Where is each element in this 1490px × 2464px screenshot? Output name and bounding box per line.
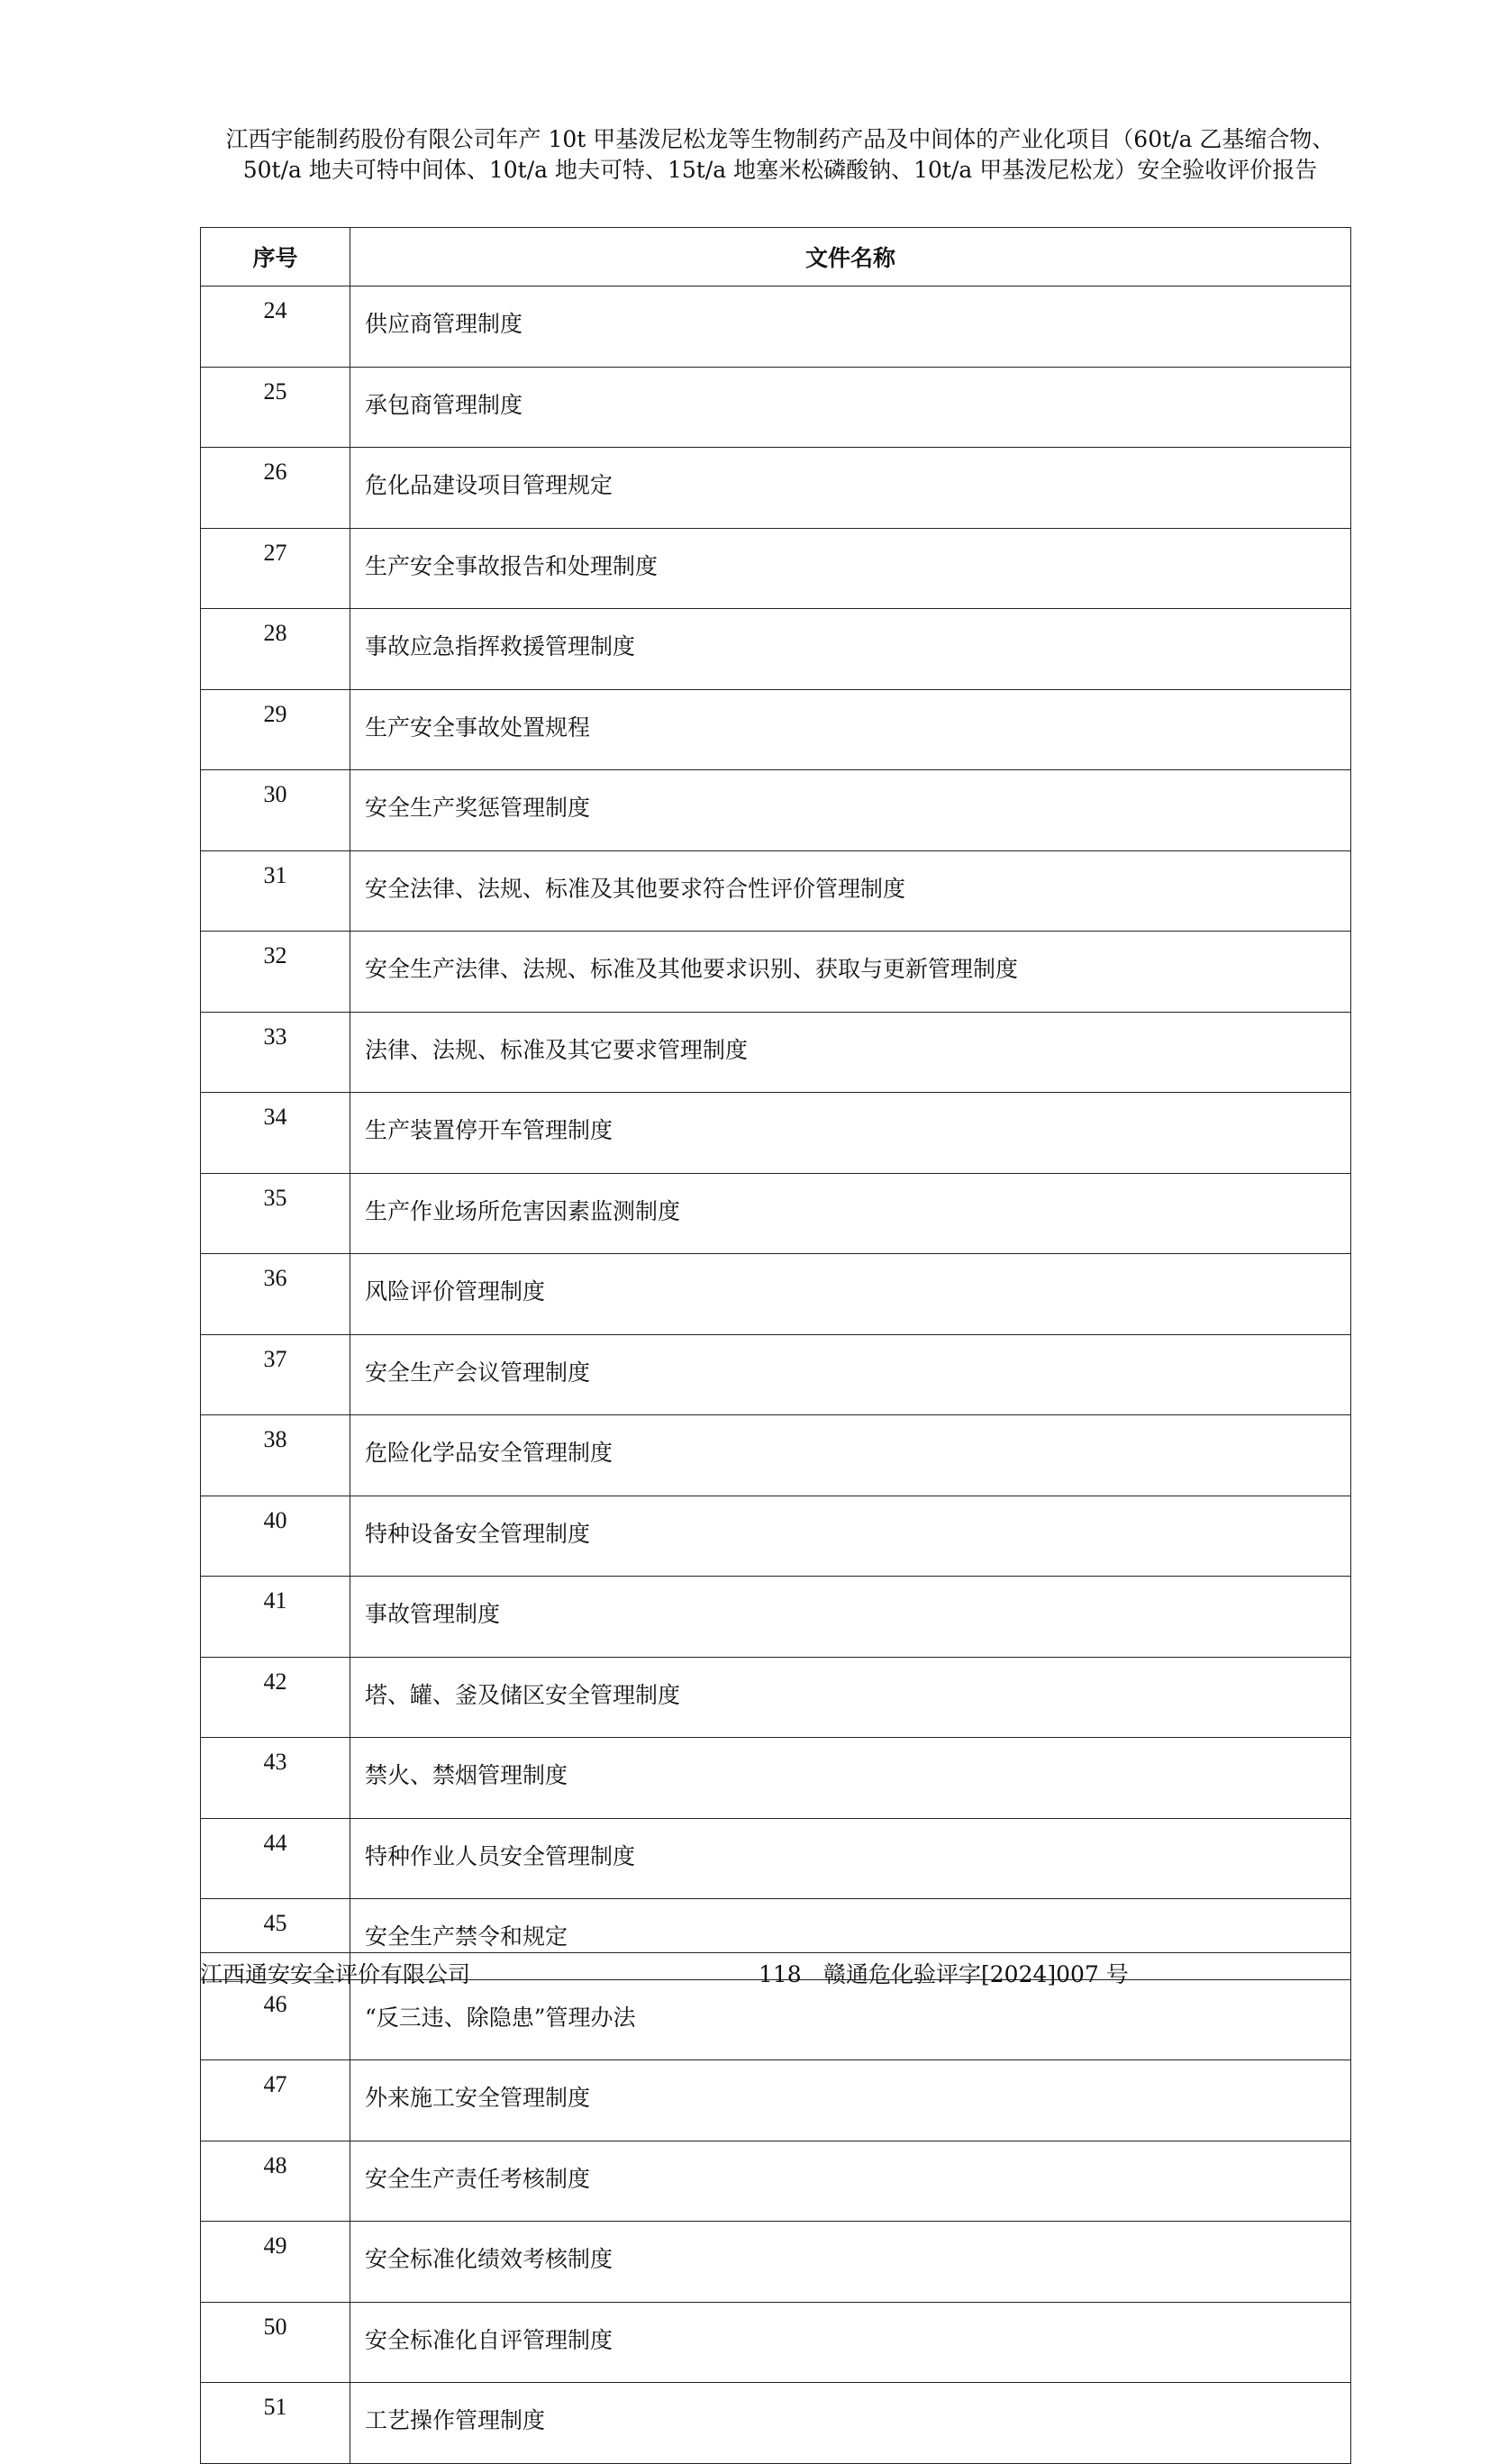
table-row — [201, 1334, 1351, 1415]
table-row — [201, 609, 1351, 690]
report-header — [200, 124, 1360, 186]
table-row — [201, 528, 1351, 609]
report-title: 江西宇能制药股份有限公司年产 10t 甲基泼尼松龙等生物制药产品及中间体的产业化项目（60t/a 乙基缩合物、50t/a 地夫可特中间体、10t/a 地夫可特、15t/a 地塞米松磷酸钠、10t/a 甲基泼尼松龙）安全验收评价报告 — [225, 126, 1335, 183]
document-list-table — [200, 227, 1351, 2464]
file-name: 危化品建设项目管理规定 — [350, 448, 1351, 529]
table-row — [201, 850, 1351, 932]
row-number: 42 — [201, 1657, 350, 1738]
file-name: 事故应急指挥救援管理制度 — [350, 609, 1351, 690]
table-row — [201, 1093, 1351, 1174]
row-number: 37 — [201, 1334, 350, 1415]
table-row — [201, 1012, 1351, 1093]
file-name: 特种设备安全管理制度 — [350, 1496, 1351, 1577]
file-name: 安全标准化绩效考核制度 — [350, 2222, 1351, 2303]
column-header-number: 序号 — [201, 228, 350, 286]
row-number: 43 — [201, 1738, 350, 1819]
row-number: 36 — [201, 1254, 350, 1335]
row-number: 38 — [201, 1415, 350, 1496]
table-row — [201, 932, 1351, 1013]
row-number: 45 — [201, 1899, 350, 1980]
document-number: 赣通危化验评字[2024]007 号 — [823, 1961, 1129, 1987]
column-header-filename: 文件名称 — [350, 228, 1351, 286]
file-name: 禁火、禁烟管理制度 — [350, 1738, 1351, 1819]
file-name: 生产安全事故处置规程 — [350, 689, 1351, 770]
file-name: 供应商管理制度 — [350, 286, 1351, 368]
file-name: “反三违、除隐患”管理办法 — [350, 1979, 1351, 2060]
row-number: 26 — [201, 448, 350, 529]
file-name: 风险评价管理制度 — [350, 1254, 1351, 1335]
table-row — [201, 2222, 1351, 2303]
table-row — [201, 1818, 1351, 1899]
file-name: 工艺操作管理制度 — [350, 2383, 1351, 2464]
table-body — [201, 286, 1351, 2464]
row-number: 51 — [201, 2383, 350, 2464]
page-footer — [200, 1959, 1351, 1992]
file-name: 特种作业人员安全管理制度 — [350, 1818, 1351, 1899]
table-row — [201, 1254, 1351, 1335]
row-number: 32 — [201, 932, 350, 1013]
table-row — [201, 689, 1351, 770]
file-name: 生产安全事故报告和处理制度 — [350, 528, 1351, 609]
table-row — [201, 286, 1351, 368]
table-row — [201, 1577, 1351, 1658]
row-number: 47 — [201, 2060, 350, 2141]
row-number: 31 — [201, 850, 350, 932]
row-number: 46 — [201, 1979, 350, 2060]
file-name: 安全生产会议管理制度 — [350, 1334, 1351, 1415]
table-row — [201, 367, 1351, 448]
table-row — [201, 448, 1351, 529]
footer-divider — [200, 1952, 1351, 1953]
table-row — [201, 770, 1351, 851]
row-number: 27 — [201, 528, 350, 609]
file-name: 安全生产法律、法规、标准及其他要求识别、获取与更新管理制度 — [350, 932, 1351, 1013]
table-row — [201, 2141, 1351, 2222]
footer-company: 江西通安安全评价有限公司 — [200, 1961, 471, 1987]
table-row — [201, 1173, 1351, 1254]
table-header-row — [201, 228, 1351, 286]
table-row — [201, 1496, 1351, 1577]
row-number: 44 — [201, 1818, 350, 1899]
table-row — [201, 1657, 1351, 1738]
table-row — [201, 2060, 1351, 2141]
table-row — [201, 2383, 1351, 2464]
row-number: 49 — [201, 2222, 350, 2303]
row-number: 41 — [201, 1577, 350, 1658]
file-name: 安全标准化自评管理制度 — [350, 2302, 1351, 2383]
file-name: 危险化学品安全管理制度 — [350, 1415, 1351, 1496]
row-number: 33 — [201, 1012, 350, 1093]
file-name: 事故管理制度 — [350, 1577, 1351, 1658]
row-number: 24 — [201, 286, 350, 368]
row-number: 34 — [201, 1093, 350, 1174]
row-number: 29 — [201, 689, 350, 770]
row-number: 50 — [201, 2302, 350, 2383]
file-name: 安全生产责任考核制度 — [350, 2141, 1351, 2222]
file-name: 安全生产禁令和规定 — [350, 1899, 1351, 1980]
row-number: 40 — [201, 1496, 350, 1577]
file-name: 安全生产奖惩管理制度 — [350, 770, 1351, 851]
file-name: 外来施工安全管理制度 — [350, 2060, 1351, 2141]
page-number: 118 — [759, 1961, 802, 1987]
row-number: 48 — [201, 2141, 350, 2222]
file-name: 安全法律、法规、标准及其他要求符合性评价管理制度 — [350, 850, 1351, 932]
table-row — [201, 1415, 1351, 1496]
row-number: 28 — [201, 609, 350, 690]
file-name: 法律、法规、标准及其它要求管理制度 — [350, 1012, 1351, 1093]
file-name: 生产装置停开车管理制度 — [350, 1093, 1351, 1174]
file-name: 塔、罐、釜及储区安全管理制度 — [350, 1657, 1351, 1738]
row-number: 35 — [201, 1173, 350, 1254]
file-name: 生产作业场所危害因素监测制度 — [350, 1173, 1351, 1254]
table-row — [201, 1738, 1351, 1819]
file-name: 承包商管理制度 — [350, 367, 1351, 448]
table-row — [201, 2302, 1351, 2383]
row-number: 25 — [201, 367, 350, 448]
row-number: 30 — [201, 770, 350, 851]
